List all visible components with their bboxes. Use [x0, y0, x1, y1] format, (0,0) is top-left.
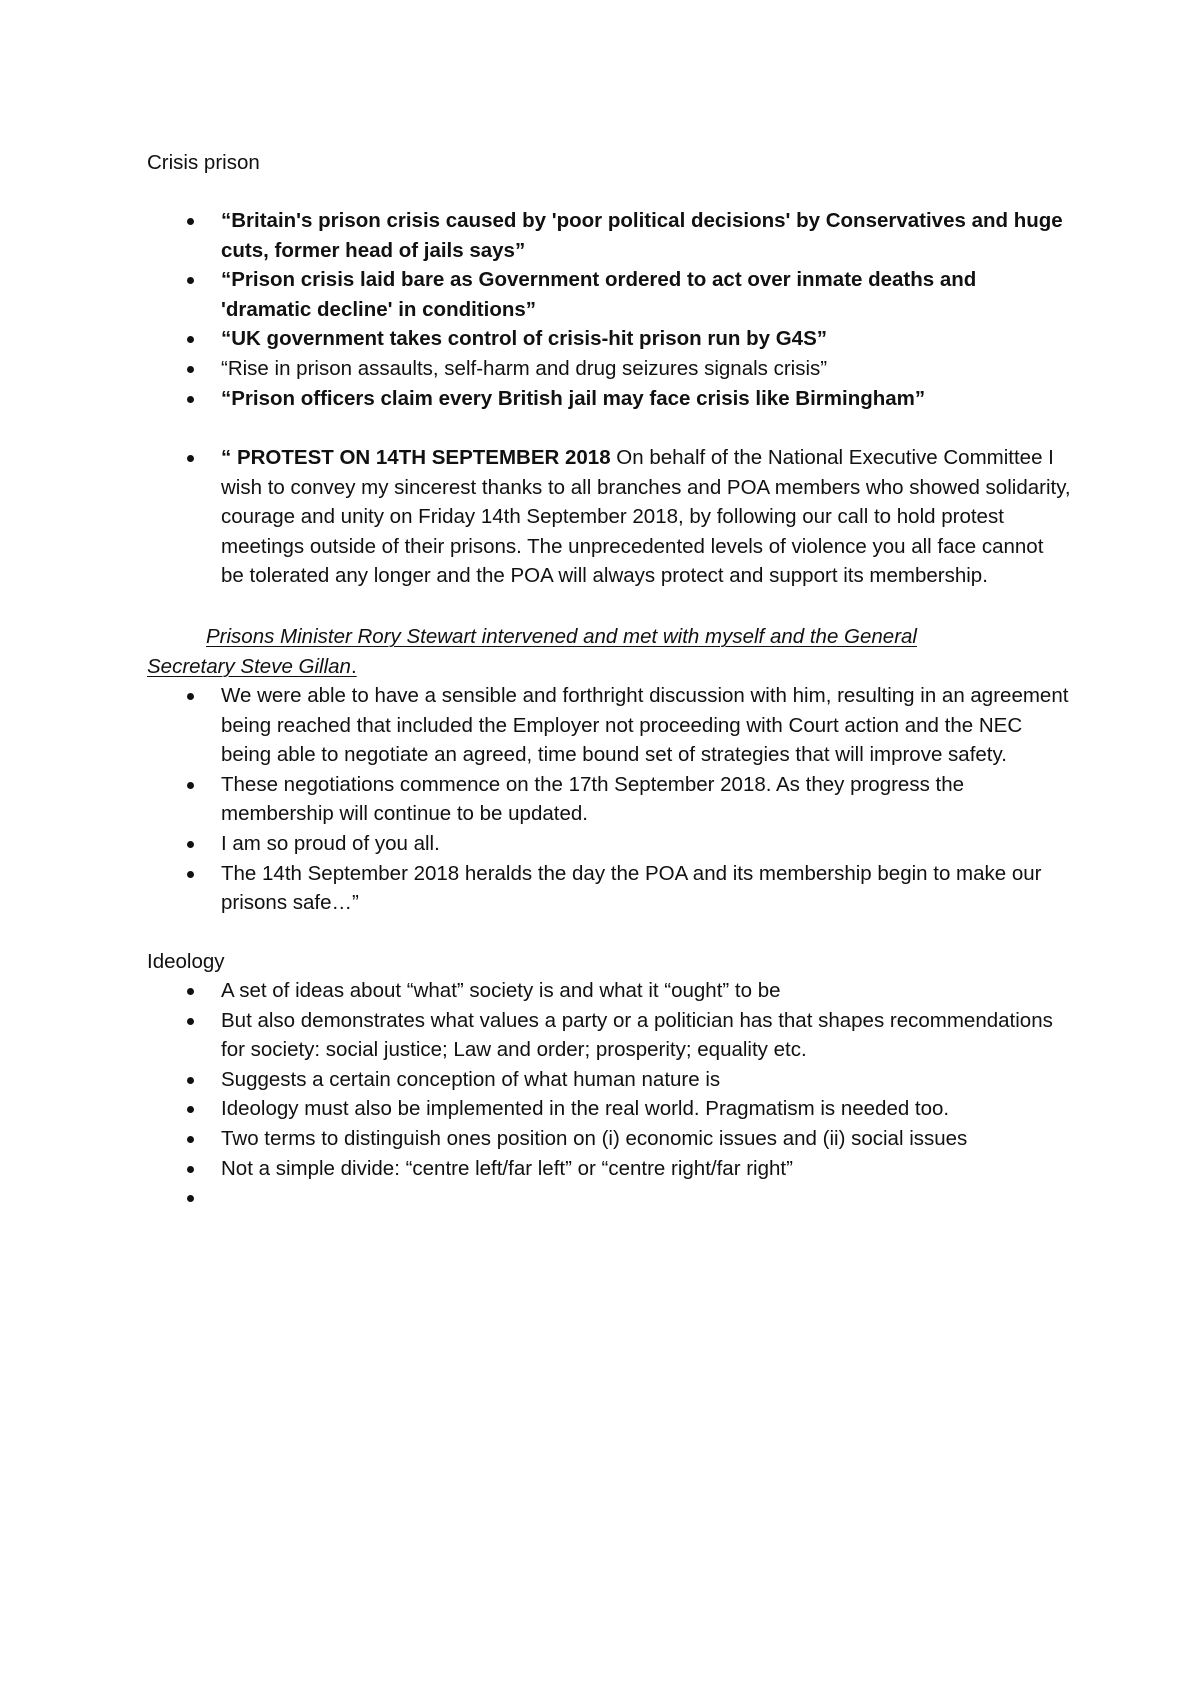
- crisis-prison-heading: Crisis prison: [147, 151, 260, 174]
- bullet-icon: [187, 782, 194, 789]
- bullet-icon: [187, 1136, 194, 1143]
- headline-item: [0, 354, 1071, 384]
- ideology-text: But also demonstrates what values a party or a politician has that shapes recommendations for society: social justice; Law and order; prosperity; equality etc.: [221, 1008, 1053, 1062]
- headline-text: “Britain's prison crisis caused by 'poor political decisions' by Conservatives and huge cuts, former head of jails says”: [221, 209, 1063, 262]
- ideology-item: [0, 976, 1071, 1006]
- bullet-icon: [187, 988, 194, 995]
- discussion-item: [0, 770, 1071, 829]
- protest-list: [0, 443, 1071, 591]
- bullet-icon: [187, 693, 194, 700]
- ideology-item: [0, 1006, 1071, 1065]
- headline-text: “Rise in prison assaults, self-harm and drug seizures signals crisis”: [221, 356, 828, 380]
- bullet-icon: [187, 366, 194, 373]
- ideology-list: [0, 976, 1071, 1213]
- discussion-list: [0, 681, 1071, 918]
- headline-item: [0, 384, 1071, 414]
- minister-note: [147, 622, 1007, 681]
- discussion-item: [0, 681, 1071, 770]
- headline-item: [0, 206, 1071, 265]
- discussion-item: [0, 829, 1071, 859]
- minister-note-end: .: [350, 654, 357, 678]
- ideology-text: Ideology must also be implemented in the real world. Pragmatism is needed too.: [221, 1097, 950, 1121]
- ideology-item: [0, 1154, 1071, 1184]
- bullet-icon: [187, 396, 194, 403]
- bullet-icon: [187, 1077, 194, 1084]
- protest-item: [0, 443, 1071, 591]
- discussion-text: I am so proud of you all.: [221, 831, 440, 855]
- bullet-icon: [187, 277, 194, 284]
- headline-text: “Prison officers claim every British jail may face crisis like Birmingham”: [221, 386, 926, 410]
- discussion-text: The 14th September 2018 heralds the day the POA and its membership begin to make our prisons safe…”: [221, 861, 1042, 915]
- bullet-icon: [187, 1195, 194, 1202]
- ideology-text: A set of ideas about “what” society is and what it “ought” to be: [221, 979, 781, 1002]
- ideology-item: [0, 1183, 1071, 1213]
- bullet-icon: [187, 841, 194, 848]
- bullet-icon: [187, 871, 194, 878]
- ideology-text: Two terms to distinguish ones position on (i) economic issues and (ii) social issues: [221, 1126, 968, 1150]
- headline-item: [0, 265, 1071, 324]
- headline-text: “UK government takes control of crisis-hit prison run by G4S”: [221, 327, 827, 351]
- bullet-icon: [187, 218, 194, 225]
- headline-item: [0, 324, 1071, 354]
- ideology-item: [0, 1094, 1071, 1124]
- ideology-item: [0, 1124, 1071, 1154]
- protest-body: On behalf of the National Executive Committee I wish to convey my sincerest thanks to all branches and POA members who showed solidarity, courage and unity on Friday 14th September 2018, by following our call to hold protest meetings outside of their prisons. The unprecedented levels of violence you all face cannot be tolerated any longer and the POA will always protect and support its membership.: [221, 446, 1071, 588]
- ideology-text: Not a simple divide: “centre left/far left” or “centre right/far right”: [221, 1156, 793, 1180]
- bullet-icon: [187, 1018, 194, 1025]
- headline-list: [0, 206, 1071, 413]
- ideology-heading: Ideology: [147, 950, 225, 973]
- protest-title: “ PROTEST ON 14TH SEPTEMBER 2018: [221, 446, 611, 469]
- bullet-icon: [187, 455, 194, 462]
- bullet-icon: [187, 1166, 194, 1173]
- headline-text: “Prison crisis laid bare as Government ordered to act over inmate deaths and 'dramatic decline' in conditions”: [221, 268, 977, 321]
- minister-note-text: Prisons Minister Rory Stewart intervened and met with myself and the General Secretary Steve Gillan: [147, 625, 917, 678]
- bullet-icon: [187, 336, 194, 343]
- ideology-item: [0, 1065, 1071, 1095]
- discussion-text: These negotiations commence on the 17th September 2018. As they progress the membership will continue to be updated.: [221, 772, 965, 826]
- discussion-item: [0, 859, 1071, 918]
- ideology-text: Suggests a certain conception of what human nature is: [221, 1067, 721, 1091]
- discussion-text: We were able to have a sensible and forthright discussion with him, resulting in an agreement being reached that included the Employer not proceeding with Court action and the NEC being able to negotiate an agreed, time bound set of strategies that will improve safety.: [221, 684, 1069, 767]
- bullet-icon: [187, 1106, 194, 1113]
